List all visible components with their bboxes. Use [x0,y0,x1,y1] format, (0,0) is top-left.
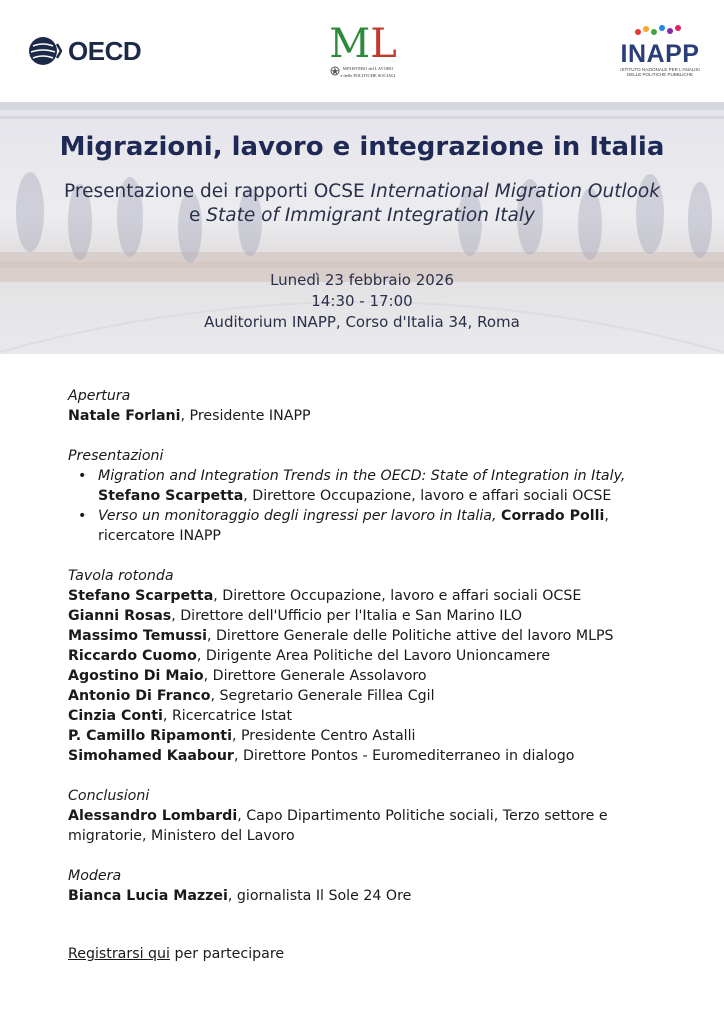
event-date: Lunedì 23 febbraio 2026 [270,271,454,289]
subtitle-report-1: International Migration Outlook [370,181,660,202]
speaker-role: , [604,508,609,524]
speaker-line [98,486,668,506]
ministry-logo [326,21,400,78]
speaker-role-continued: migratorie, Ministero del Lavoro [68,828,295,844]
section-apertura [68,386,668,426]
list-item [68,466,668,506]
section-heading: Tavola rotonda [68,568,174,584]
speaker-role: , Ricercatrice Istat [162,708,293,724]
list-item [68,506,668,546]
program [68,386,668,926]
speaker-role: , Direttore dell'Ufficio per l'Italia e San Marino ILO [171,608,523,624]
event-venue: Auditorium INAPP, Corso d'Italia 34, Roma [204,313,520,331]
speaker-role: , Capo Dipartimento Politiche sociali, Terzo settore e [237,808,608,824]
speaker-name: Gianni Rosas [68,608,172,624]
speaker-name: Cinzia Conti [68,708,163,724]
oecd-logo [28,34,141,68]
speaker-name: Alessandro Lombardi [68,808,238,824]
inapp-dots-icon [630,23,690,37]
presentation-list [68,466,668,546]
speaker-name: Bianca Lucia Mazzei [68,888,228,904]
registration-line [68,946,284,962]
register-link[interactable]: Registrarsi qui [68,946,170,962]
speaker-line [68,626,668,646]
inapp-caption-2: DELLE POLITICHE PUBBLICHE [626,72,694,77]
event-info [0,270,724,333]
speaker-name: Antonio Di Franco [68,688,211,704]
speaker-line [68,686,668,706]
page-subtitle [0,180,724,228]
speaker-name: Simohamed Kaabour [68,748,234,764]
speaker-name: Stefano Scarpetta [98,488,244,504]
section-heading: Apertura [68,388,131,404]
speaker-line [68,806,668,826]
speaker-role: , Direttore Generale Assolavoro [203,668,427,684]
presentation-line [98,506,668,526]
section-heading: Conclusioni [68,788,150,804]
speaker-role: , Direttore Occupazione, lavoro e affari sociali OCSE [213,588,582,604]
speaker-role: , Segretario Generale Fillea Cgil [210,688,435,704]
speaker-line [68,646,668,666]
subtitle-report-2: State of Immigrant Integration Italy [206,205,535,226]
section-modera [68,866,668,906]
speaker-role: , Presidente INAPP [180,408,311,424]
inapp-wordmark: INAPP [620,40,700,68]
page-title: Migrazioni, lavoro e integrazione in Italia [59,132,665,162]
oecd-globe-icon [28,34,62,68]
ministry-caption-1: MINISTERO del LAVORO [342,66,394,71]
speaker-line [68,586,668,606]
speaker-line [68,886,668,906]
section-tavola-rotonda [68,566,668,766]
speaker-role: , Dirigente Area Politiche del Lavoro Unioncamere [196,648,551,664]
speaker-line [68,666,668,686]
speaker-name: Riccardo Cuomo [68,648,197,664]
register-suffix: per partecipare [170,946,285,962]
speaker-name: Corrado Polli [501,508,605,524]
speaker-name: Stefano Scarpetta [68,588,214,604]
emblem-icon [330,66,340,76]
section-heading: Presentazioni [68,448,164,464]
ministry-caption-2: e delle POLITICHE SOCIALI [340,73,396,78]
inapp-logo [612,22,708,77]
section-presentazioni [68,446,668,546]
presentation-title: Verso un monitoraggio degli ingressi per lavoro in Italia, [98,508,502,524]
speaker-line [68,606,668,626]
header-banner [0,102,724,354]
section-conclusioni [68,786,668,846]
inapp-caption-1: ISTITUTO NAZIONALE PER L'ANALISI [620,67,700,72]
speaker-name: Agostino Di Maio [68,668,204,684]
ministry-mark: ML [329,21,397,67]
speaker-name: Massimo Temussi [68,628,207,644]
speaker-name: P. Camillo Ripamonti [68,728,232,744]
speaker-role: , Direttore Pontos - Euromediterraneo in dialogo [233,748,575,764]
speaker-line [68,406,668,426]
presentation-title: • Migration and Integration Trends in the OECD: State of Integration in Italy, [98,468,626,484]
section-heading: Modera [68,868,122,884]
subtitle-join: e [189,205,207,226]
speaker-role-continued: ricercatore INAPP [98,528,221,544]
oecd-wordmark: OECD [68,35,142,66]
speaker-role: , Direttore Occupazione, lavoro e affari sociali OCSE [243,488,612,504]
speaker-role: , Direttore Generale delle Politiche attive del lavoro MLPS [206,628,614,644]
speaker-role: , giornalista Il Sole 24 Ore [227,888,412,904]
event-time: 14:30 - 17:00 [311,292,413,310]
speaker-line [68,726,668,746]
speaker-line [68,706,668,726]
speaker-line [68,746,668,766]
subtitle-prefix: Presentazione dei rapporti OCSE [64,181,371,202]
speaker-role: , Presidente Centro Astalli [231,728,416,744]
logo-bar [0,0,724,100]
speaker-name: Natale Forlani [68,408,181,424]
